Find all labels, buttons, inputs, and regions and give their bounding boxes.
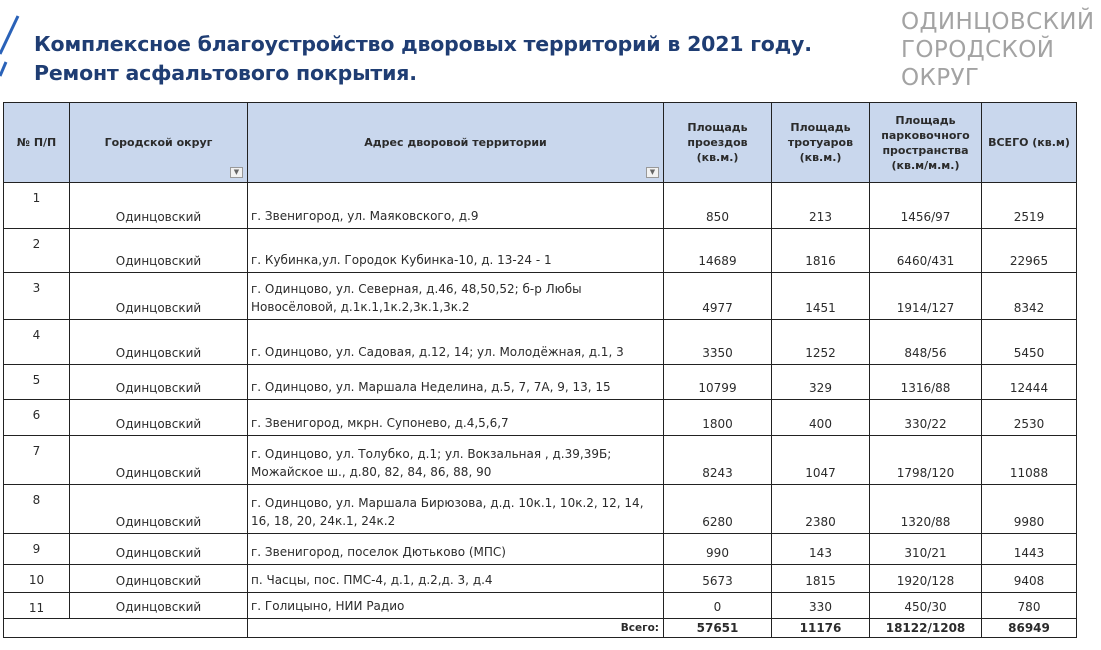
- cell-address: г. Одинцово, ул. Толубко, д.1; ул. Вокзальная , д.39,39Б; Можайское ш., д.80, 82, 84, 86, 88, 90: [248, 436, 664, 485]
- cell-address: г. Звенигород, ул. Маяковского, д.9: [248, 183, 664, 229]
- cell-parking: 1798/120: [870, 436, 982, 485]
- cell-parking: 6460/431: [870, 229, 982, 273]
- cell-sidewalks: 1451: [772, 273, 870, 320]
- cell-parking: 1456/97: [870, 183, 982, 229]
- table-row: [4, 400, 1077, 436]
- cell-address: г. Одинцово, ул. Северная, д.46, 48,50,52; б-р Любы Новосёловой, д.1к.1,1к.2,3к.1,3к.2: [248, 273, 664, 320]
- cell-roads: 3350: [664, 320, 772, 365]
- title-line-2: Ремонт асфальтового покрытия.: [34, 61, 417, 85]
- cell-sidewalks: 329: [772, 365, 870, 400]
- column-header-parking: Площадь парковочного пространства (кв.м/м.м.): [870, 103, 982, 183]
- cell-total: 9980: [982, 485, 1077, 534]
- cell-parking: 848/56: [870, 320, 982, 365]
- cell-address: г. Одинцово, ул. Садовая, д.12, 14; ул. Молодёжная, д.1, 3: [248, 320, 664, 365]
- cell-number: 1: [4, 183, 70, 229]
- cell-district: Одинцовский: [70, 183, 248, 229]
- cell-district: Одинцовский: [70, 485, 248, 534]
- cell-total: 9408: [982, 565, 1077, 593]
- cell-roads: 5673: [664, 565, 772, 593]
- table-row: [4, 565, 1077, 593]
- cell-parking: 310/21: [870, 534, 982, 565]
- cell-total: 22965: [982, 229, 1077, 273]
- table-row: [4, 534, 1077, 565]
- table-header-row: [4, 103, 1077, 183]
- cell-number: 8: [4, 485, 70, 534]
- cell-number: 2: [4, 229, 70, 273]
- cell-address: г. Кубинка,ул. Городок Кубинка-10, д. 13-24 - 1: [248, 229, 664, 273]
- cell-district: Одинцовский: [70, 436, 248, 485]
- cell-parking: 330/22: [870, 400, 982, 436]
- brand-logo-text: [901, 8, 1095, 92]
- cell-roads: 14689: [664, 229, 772, 273]
- cell-sidewalks: 1816: [772, 229, 870, 273]
- totals-sidewalks: 11176: [772, 619, 870, 638]
- cell-number: 3: [4, 273, 70, 320]
- page-title: [34, 30, 884, 88]
- column-header-district[interactable]: [70, 103, 248, 183]
- filter-dropdown-icon[interactable]: ▼: [646, 167, 659, 178]
- logo-mark-icon: [0, 14, 22, 84]
- table-row: [4, 485, 1077, 534]
- table-row: [4, 183, 1077, 229]
- cell-roads: 990: [664, 534, 772, 565]
- cell-district: Одинцовский: [70, 400, 248, 436]
- totals-spacer: [4, 619, 248, 638]
- cell-sidewalks: 400: [772, 400, 870, 436]
- cell-address: г. Одинцово, ул. Маршала Бирюзова, д.д. 10к.1, 10к.2, 12, 14, 16, 18, 20, 24к.1, 24к.2: [248, 485, 664, 534]
- brand-line-1: ОДИНЦОВСКИЙ: [901, 9, 1095, 35]
- title-line-1: Комплексное благоустройство дворовых территорий в 2021 году.: [34, 32, 812, 56]
- table-row: [4, 320, 1077, 365]
- cell-address: г. Звенигород, мкрн. Супонево, д.4,5,6,7: [248, 400, 664, 436]
- cell-district: Одинцовский: [70, 593, 248, 619]
- cell-roads: 4977: [664, 273, 772, 320]
- cell-number: 6: [4, 400, 70, 436]
- cell-roads: 850: [664, 183, 772, 229]
- cell-total: 2530: [982, 400, 1077, 436]
- cell-roads: 6280: [664, 485, 772, 534]
- cell-address: п. Часцы, пос. ПМС-4, д.1, д.2,д. 3, д.4: [248, 565, 664, 593]
- column-header-number: № П/П: [4, 103, 70, 183]
- column-header-total: ВСЕГО (кв.м): [982, 103, 1077, 183]
- cell-district: Одинцовский: [70, 365, 248, 400]
- cell-number: 11: [4, 593, 70, 619]
- cell-parking: 1320/88: [870, 485, 982, 534]
- cell-district: Одинцовский: [70, 273, 248, 320]
- brand-line-3: ОКРУГ: [901, 65, 980, 91]
- totals-parking: 18122/1208: [870, 619, 982, 638]
- cell-parking: 1316/88: [870, 365, 982, 400]
- table-row: [4, 229, 1077, 273]
- cell-address: г. Голицыно, НИИ Радио: [248, 593, 664, 619]
- filter-dropdown-icon[interactable]: ▼: [230, 167, 243, 178]
- cell-address: г. Звенигород, поселок Дютьково (МПС): [248, 534, 664, 565]
- cell-sidewalks: 143: [772, 534, 870, 565]
- cell-sidewalks: 1252: [772, 320, 870, 365]
- cell-parking: 450/30: [870, 593, 982, 619]
- cell-sidewalks: 2380: [772, 485, 870, 534]
- column-header-address[interactable]: [248, 103, 664, 183]
- totals-total: 86949: [982, 619, 1077, 638]
- cell-sidewalks: 1815: [772, 565, 870, 593]
- cell-total: 12444: [982, 365, 1077, 400]
- cell-number: 10: [4, 565, 70, 593]
- column-header-sidewalks: Площадь тротуаров (кв.м.): [772, 103, 870, 183]
- data-table: [3, 102, 1077, 638]
- cell-total: 780: [982, 593, 1077, 619]
- cell-number: 4: [4, 320, 70, 365]
- cell-parking: 1914/127: [870, 273, 982, 320]
- table-row: [4, 273, 1077, 320]
- cell-number: 7: [4, 436, 70, 485]
- table-row: [4, 593, 1077, 619]
- cell-district: Одинцовский: [70, 320, 248, 365]
- cell-total: 2519: [982, 183, 1077, 229]
- cell-roads: 10799: [664, 365, 772, 400]
- totals-roads: 57651: [664, 619, 772, 638]
- cell-total: 8342: [982, 273, 1077, 320]
- column-header-address-label: Адрес дворовой территории: [364, 136, 547, 149]
- cell-district: Одинцовский: [70, 229, 248, 273]
- totals-row: [4, 619, 1077, 638]
- cell-district: Одинцовский: [70, 534, 248, 565]
- column-header-district-label: Городской округ: [104, 136, 213, 149]
- cell-number: 5: [4, 365, 70, 400]
- cell-total: 1443: [982, 534, 1077, 565]
- cell-roads: 8243: [664, 436, 772, 485]
- brand-line-2: ГОРОДСКОЙ: [901, 37, 1055, 63]
- cell-district: Одинцовский: [70, 565, 248, 593]
- cell-sidewalks: 330: [772, 593, 870, 619]
- cell-roads: 1800: [664, 400, 772, 436]
- cell-address: г. Одинцово, ул. Маршала Неделина, д.5, 7, 7А, 9, 13, 15: [248, 365, 664, 400]
- table-body: [4, 183, 1077, 638]
- cell-parking: 1920/128: [870, 565, 982, 593]
- table-row: [4, 365, 1077, 400]
- cell-sidewalks: 213: [772, 183, 870, 229]
- cell-total: 5450: [982, 320, 1077, 365]
- table-row: [4, 436, 1077, 485]
- totals-label: Всего:: [248, 619, 664, 638]
- cell-total: 11088: [982, 436, 1077, 485]
- cell-roads: 0: [664, 593, 772, 619]
- cell-sidewalks: 1047: [772, 436, 870, 485]
- cell-number: 9: [4, 534, 70, 565]
- column-header-roads: Площадь проездов (кв.м.): [664, 103, 772, 183]
